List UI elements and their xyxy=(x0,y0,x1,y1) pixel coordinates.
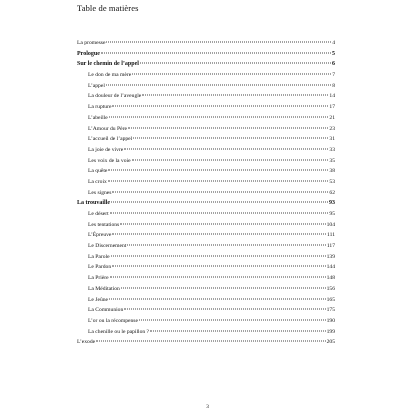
dot-leader xyxy=(121,287,326,288)
toc-entry[interactable] xyxy=(77,209,335,220)
toc-entry-page: 175 xyxy=(326,307,335,314)
toc-entry-label: La Parole xyxy=(88,253,110,260)
toc-entry[interactable] xyxy=(77,284,335,295)
toc-entry[interactable] xyxy=(77,188,335,199)
toc-entry-label: La croix xyxy=(88,178,107,185)
toc-entry-page: 190 xyxy=(326,317,335,324)
dot-leader xyxy=(112,191,328,192)
toc-entry[interactable] xyxy=(77,124,335,135)
toc-entry-label: L’abeille xyxy=(88,114,108,121)
dot-leader xyxy=(110,277,326,278)
toc-entry[interactable] xyxy=(77,70,335,81)
toc-entry[interactable] xyxy=(77,91,335,102)
dot-leader xyxy=(140,63,331,64)
dot-leader xyxy=(120,223,325,224)
dot-leader xyxy=(96,341,325,342)
toc-entry-label: La Méditation xyxy=(88,285,120,292)
dot-leader xyxy=(142,95,328,96)
toc-entry-page: 14 xyxy=(329,93,335,100)
dot-leader xyxy=(111,202,328,203)
toc-entry-page: 4 xyxy=(332,40,335,46)
toc-entry-page: 17 xyxy=(329,104,335,111)
dot-leader xyxy=(111,255,326,256)
toc-entry[interactable] xyxy=(77,316,335,327)
toc-entry[interactable] xyxy=(77,49,335,60)
dot-leader xyxy=(110,213,329,214)
toc-entry-page: 117 xyxy=(326,243,335,250)
toc-entry-label: Le Pardon xyxy=(88,264,112,271)
dot-leader xyxy=(106,42,331,43)
dot-leader xyxy=(112,106,328,107)
toc-entry-label: Sur le chemin de l’appel xyxy=(77,61,139,68)
toc-entry-page: 7 xyxy=(332,72,335,79)
toc-entry-label: La rupture xyxy=(88,104,112,111)
toc-entry[interactable] xyxy=(77,262,335,273)
toc-entry[interactable] xyxy=(77,145,335,156)
toc-entry-page: 111 xyxy=(327,232,335,239)
toc-entry[interactable] xyxy=(77,252,335,263)
dot-leader xyxy=(101,52,331,53)
toc-entry[interactable] xyxy=(77,230,335,241)
toc-entry[interactable] xyxy=(77,166,335,177)
toc-entry-page: 199 xyxy=(326,328,335,335)
toc-entry-page: 23 xyxy=(329,125,335,132)
toc-entry-label: La trouvaille xyxy=(77,200,111,207)
toc-entry-page: 8 xyxy=(332,82,335,89)
toc-entry[interactable] xyxy=(77,241,335,252)
dot-leader xyxy=(124,148,328,149)
toc-entry-page: 6 xyxy=(332,61,335,68)
table-of-contents xyxy=(77,38,335,348)
toc-entry-page: 156 xyxy=(326,285,335,292)
toc-entry-label: Le don de ma mère xyxy=(88,72,132,79)
toc-entry[interactable] xyxy=(77,337,335,348)
toc-entry[interactable] xyxy=(77,305,335,316)
toc-entry[interactable] xyxy=(77,295,335,306)
toc-entry-label: La chenille ou le papillon ? xyxy=(88,328,150,335)
toc-entry-label: Le désert xyxy=(88,211,109,217)
dot-leader xyxy=(150,330,326,331)
toc-entry-label: La joie de vivre xyxy=(88,146,124,153)
toc-entry[interactable] xyxy=(77,81,335,92)
toc-entry-label: Prologue xyxy=(77,50,100,57)
page-title: Table de matières xyxy=(77,3,139,13)
toc-entry-label: Le Discernement xyxy=(88,243,127,250)
toc-entry[interactable] xyxy=(77,113,335,124)
dot-leader xyxy=(106,84,331,85)
toc-entry-page: 93 xyxy=(329,200,335,207)
dot-leader xyxy=(109,298,326,299)
toc-entry[interactable] xyxy=(77,102,335,113)
toc-entry-page: 95 xyxy=(329,211,335,217)
dot-leader xyxy=(112,266,325,267)
toc-entry-page: 62 xyxy=(329,189,335,196)
toc-entry-label: L’Épreuve xyxy=(88,232,112,239)
toc-entry[interactable] xyxy=(77,220,335,231)
toc-entry-label: La promesse xyxy=(77,40,106,46)
toc-entry-label: La Communion xyxy=(88,307,124,314)
page-number: 3 xyxy=(206,404,209,410)
dot-leader xyxy=(133,138,328,139)
toc-entry-page: 21 xyxy=(329,114,335,121)
toc-entry-label: L’appel xyxy=(88,82,105,89)
toc-entry[interactable] xyxy=(77,38,335,49)
dot-leader xyxy=(124,309,325,310)
toc-entry[interactable] xyxy=(77,59,335,70)
dot-leader xyxy=(132,159,329,160)
toc-entry-page: 139 xyxy=(326,253,335,260)
toc-entry-label: La douleur de l’aveugle xyxy=(88,93,142,100)
toc-entry-label: L’exode xyxy=(77,339,96,346)
toc-entry-label: L’Amour du Père xyxy=(88,125,127,132)
toc-entry-label: Les voix de la voie xyxy=(88,157,131,164)
toc-entry-page: 148 xyxy=(326,275,335,282)
dot-leader xyxy=(132,74,331,75)
dot-leader xyxy=(128,127,328,128)
toc-entry[interactable] xyxy=(77,177,335,188)
toc-entry-label: Les tentations xyxy=(88,221,120,228)
toc-entry-label: La quête xyxy=(88,168,108,175)
toc-entry-label: L’accueil de l’appel xyxy=(88,136,133,143)
toc-entry-page: 31 xyxy=(329,136,335,143)
toc-entry-page: 35 xyxy=(329,157,335,164)
dot-leader xyxy=(108,170,328,171)
toc-entry-page: 205 xyxy=(326,339,335,346)
toc-entry-page: 53 xyxy=(329,178,335,185)
toc-entry[interactable] xyxy=(77,327,335,338)
toc-entry[interactable] xyxy=(77,156,335,167)
toc-entry-label: Le Jeûne xyxy=(88,296,109,303)
toc-entry-label: Les signes xyxy=(88,189,112,196)
toc-entry-page: 5 xyxy=(332,50,335,57)
toc-entry[interactable] xyxy=(77,134,335,145)
toc-entry-label: L’or ou la récompense xyxy=(88,317,138,324)
dot-leader xyxy=(127,245,325,246)
toc-entry-page: 165 xyxy=(326,296,335,303)
dot-leader xyxy=(109,116,329,117)
toc-entry-page: 33 xyxy=(329,146,335,153)
toc-entry-page: 104 xyxy=(326,221,335,228)
toc-entry[interactable] xyxy=(77,198,335,209)
toc-entry[interactable] xyxy=(77,273,335,284)
dot-leader xyxy=(108,180,329,181)
toc-entry-page: 38 xyxy=(329,168,335,175)
dot-leader xyxy=(112,234,326,235)
toc-entry-label: La Prière xyxy=(88,275,109,282)
toc-entry-page: 144 xyxy=(326,264,335,271)
dot-leader xyxy=(139,319,326,320)
